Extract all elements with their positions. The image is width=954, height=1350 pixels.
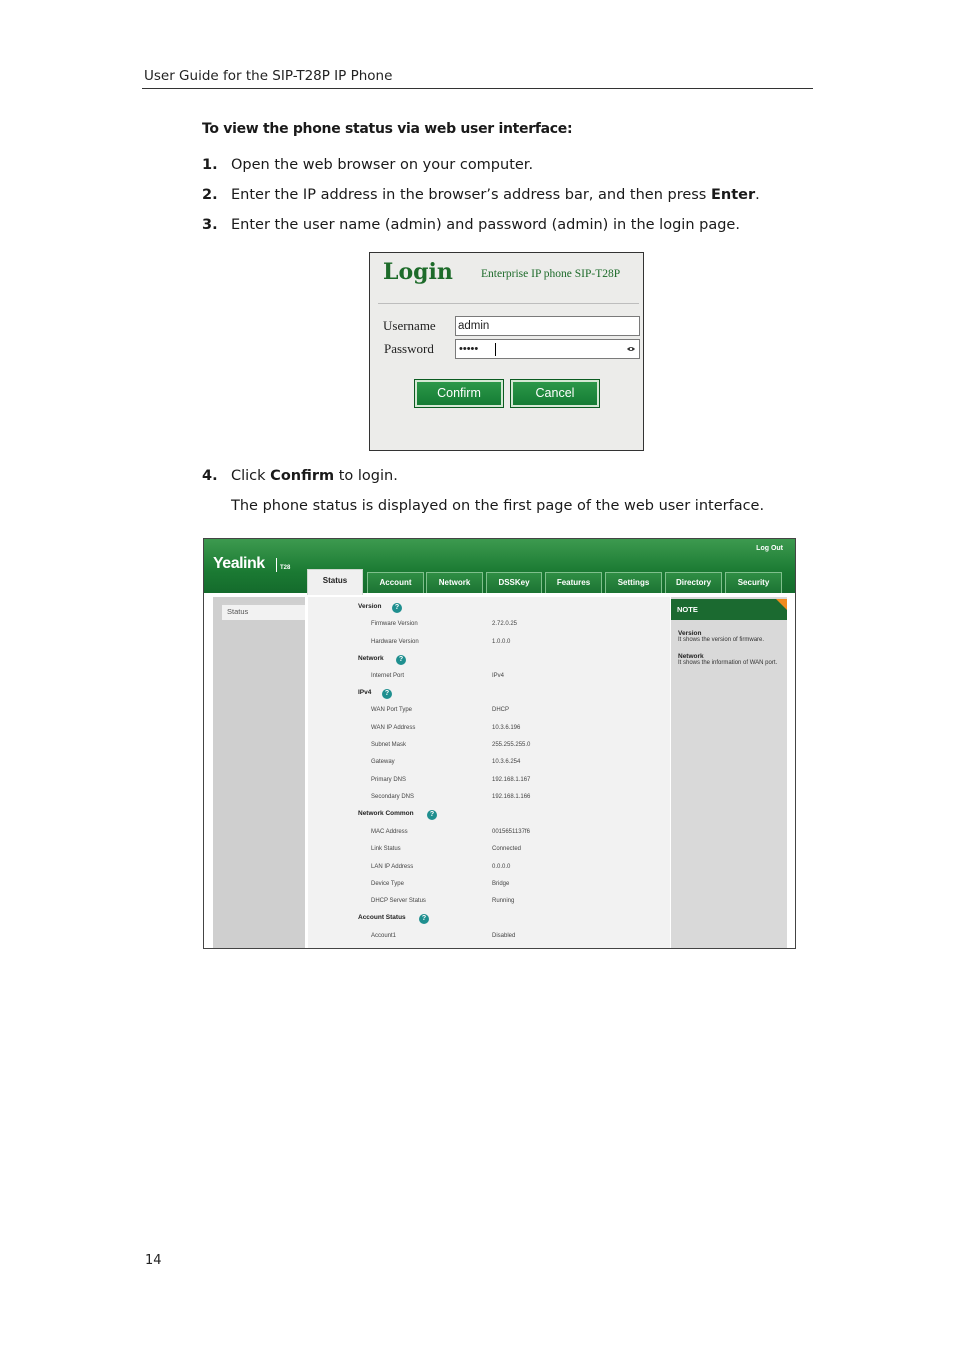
row-value: 1.0.0.0 — [492, 639, 511, 645]
logo-model: T28 — [280, 565, 291, 571]
row-label: WAN IP Address — [371, 725, 416, 731]
row-label: Link Status — [371, 846, 401, 852]
section-ipv4: IPv4 — [358, 689, 372, 696]
row-label: LAN IP Address — [371, 864, 414, 870]
tab-dsskey[interactable]: DSSKey — [486, 572, 542, 593]
step-2 — [202, 187, 760, 203]
help-icon[interactable]: ? — [419, 914, 429, 924]
eye-icon[interactable] — [627, 346, 635, 352]
row-value: Bridge — [492, 881, 510, 887]
row-label: DHCP Server Status — [371, 898, 426, 904]
row-value: 10.3.6.254 — [492, 759, 521, 765]
tab-status[interactable]: Status — [307, 569, 363, 595]
section-network-common: Network Common — [358, 810, 414, 817]
step-text: Enter the IP address in the browser’s address bar, and then press — [231, 187, 711, 203]
tab-security[interactable]: Security — [725, 572, 782, 593]
page-number: 14 — [145, 1253, 162, 1268]
confirm-button[interactable]: Confirm — [414, 379, 504, 408]
yealink-logo: Yealink — [213, 555, 265, 572]
row-label: MAC Address — [371, 829, 408, 835]
tab-settings[interactable]: Settings — [605, 572, 662, 593]
note-header: NOTE — [671, 599, 787, 620]
note-text: It shows the information of WAN port. — [678, 660, 778, 666]
tab-network[interactable]: Network — [426, 572, 483, 593]
row-label: Device Type — [371, 881, 404, 887]
row-value: 192.168.1.166 — [492, 794, 531, 800]
help-icon[interactable]: ? — [382, 689, 392, 699]
step-text: Open the web browser on your computer. — [231, 157, 534, 173]
row-value: Connected — [492, 846, 522, 852]
cancel-button[interactable]: Cancel — [510, 379, 600, 408]
row-value: 10.3.6.196 — [492, 725, 521, 731]
logo-separator — [276, 558, 277, 572]
row-value: 2.72.0.25 — [492, 621, 518, 627]
row-label: Account1 — [371, 933, 397, 939]
tab-features[interactable]: Features — [545, 572, 602, 593]
section-version: Version — [358, 603, 382, 610]
help-icon[interactable]: ? — [427, 810, 437, 820]
step-number: 3. — [202, 217, 218, 233]
status-screenshot — [203, 538, 796, 949]
row-value: 0.0.0.0 — [492, 864, 511, 870]
username-label: Username — [383, 318, 436, 333]
note-title: Version — [678, 630, 702, 637]
row-value: Disabled — [492, 933, 516, 939]
row-label: Internet Port — [371, 673, 405, 679]
row-value: DHCP — [492, 707, 510, 713]
step-4 — [202, 468, 398, 484]
step-text-end: . — [755, 187, 760, 203]
row-value: 0015651137f6 — [492, 829, 530, 835]
step-keyword: Confirm — [270, 468, 335, 484]
help-icon[interactable]: ? — [392, 603, 402, 613]
row-label: Subnet Mask — [371, 742, 407, 748]
row-label: Primary DNS — [371, 777, 407, 783]
username-field[interactable]: admin — [455, 316, 640, 336]
note-title: Network — [678, 653, 704, 660]
step-1 — [202, 157, 533, 173]
section-network: Network — [358, 655, 384, 662]
password-dots: ••••• — [459, 343, 479, 355]
note-corner-flag — [776, 599, 787, 610]
section-account-status: Account Status — [358, 914, 406, 921]
sidebar-item-status[interactable]: Status — [222, 603, 305, 620]
step-text: Enter the user name (admin) and password (admin) in the login page. — [231, 217, 740, 233]
text-caret — [495, 343, 496, 356]
row-label: WAN Port Type — [371, 707, 413, 713]
password-field[interactable] — [455, 339, 640, 359]
row-value: 192.168.1.167 — [492, 777, 531, 783]
row-label: Firmware Version — [371, 621, 418, 627]
step-number: 2. — [202, 187, 218, 203]
sidebar — [213, 597, 305, 949]
login-subtitle: Enterprise IP phone SIP-T28P — [481, 268, 621, 280]
section-title: To view the phone status via web user interface: — [202, 121, 573, 137]
row-value: 255.255.255.0 — [492, 742, 531, 748]
help-icon[interactable]: ? — [396, 655, 406, 665]
status-content — [308, 597, 670, 949]
step-text-end: to login. — [334, 468, 398, 484]
step-3 — [202, 217, 740, 233]
note-panel — [671, 597, 787, 949]
password-label: Password — [384, 341, 434, 356]
login-screenshot — [369, 252, 644, 451]
status-paragraph: The phone status is displayed on the first page of the web user interface. — [231, 498, 765, 514]
row-value: IPv4 — [492, 673, 505, 679]
row-value: Running — [492, 898, 515, 904]
tab-account[interactable]: Account — [367, 572, 424, 593]
step-number: 1. — [202, 157, 218, 173]
step-number: 4. — [202, 468, 218, 484]
row-label: Secondary DNS — [371, 794, 415, 800]
row-label: Gateway — [371, 759, 395, 765]
login-divider — [378, 303, 639, 304]
header-divider — [142, 88, 813, 89]
tab-directory[interactable]: Directory — [665, 572, 722, 593]
step-text: Click — [231, 468, 271, 484]
row-label: Hardware Version — [371, 639, 419, 645]
login-title: Login — [383, 259, 453, 285]
step-keyword: Enter — [710, 187, 756, 203]
header-title: User Guide for the SIP-T28P IP Phone — [144, 68, 393, 84]
note-text: It shows the version of firmware. — [678, 637, 765, 643]
logout-link[interactable]: Log Out — [756, 545, 783, 552]
